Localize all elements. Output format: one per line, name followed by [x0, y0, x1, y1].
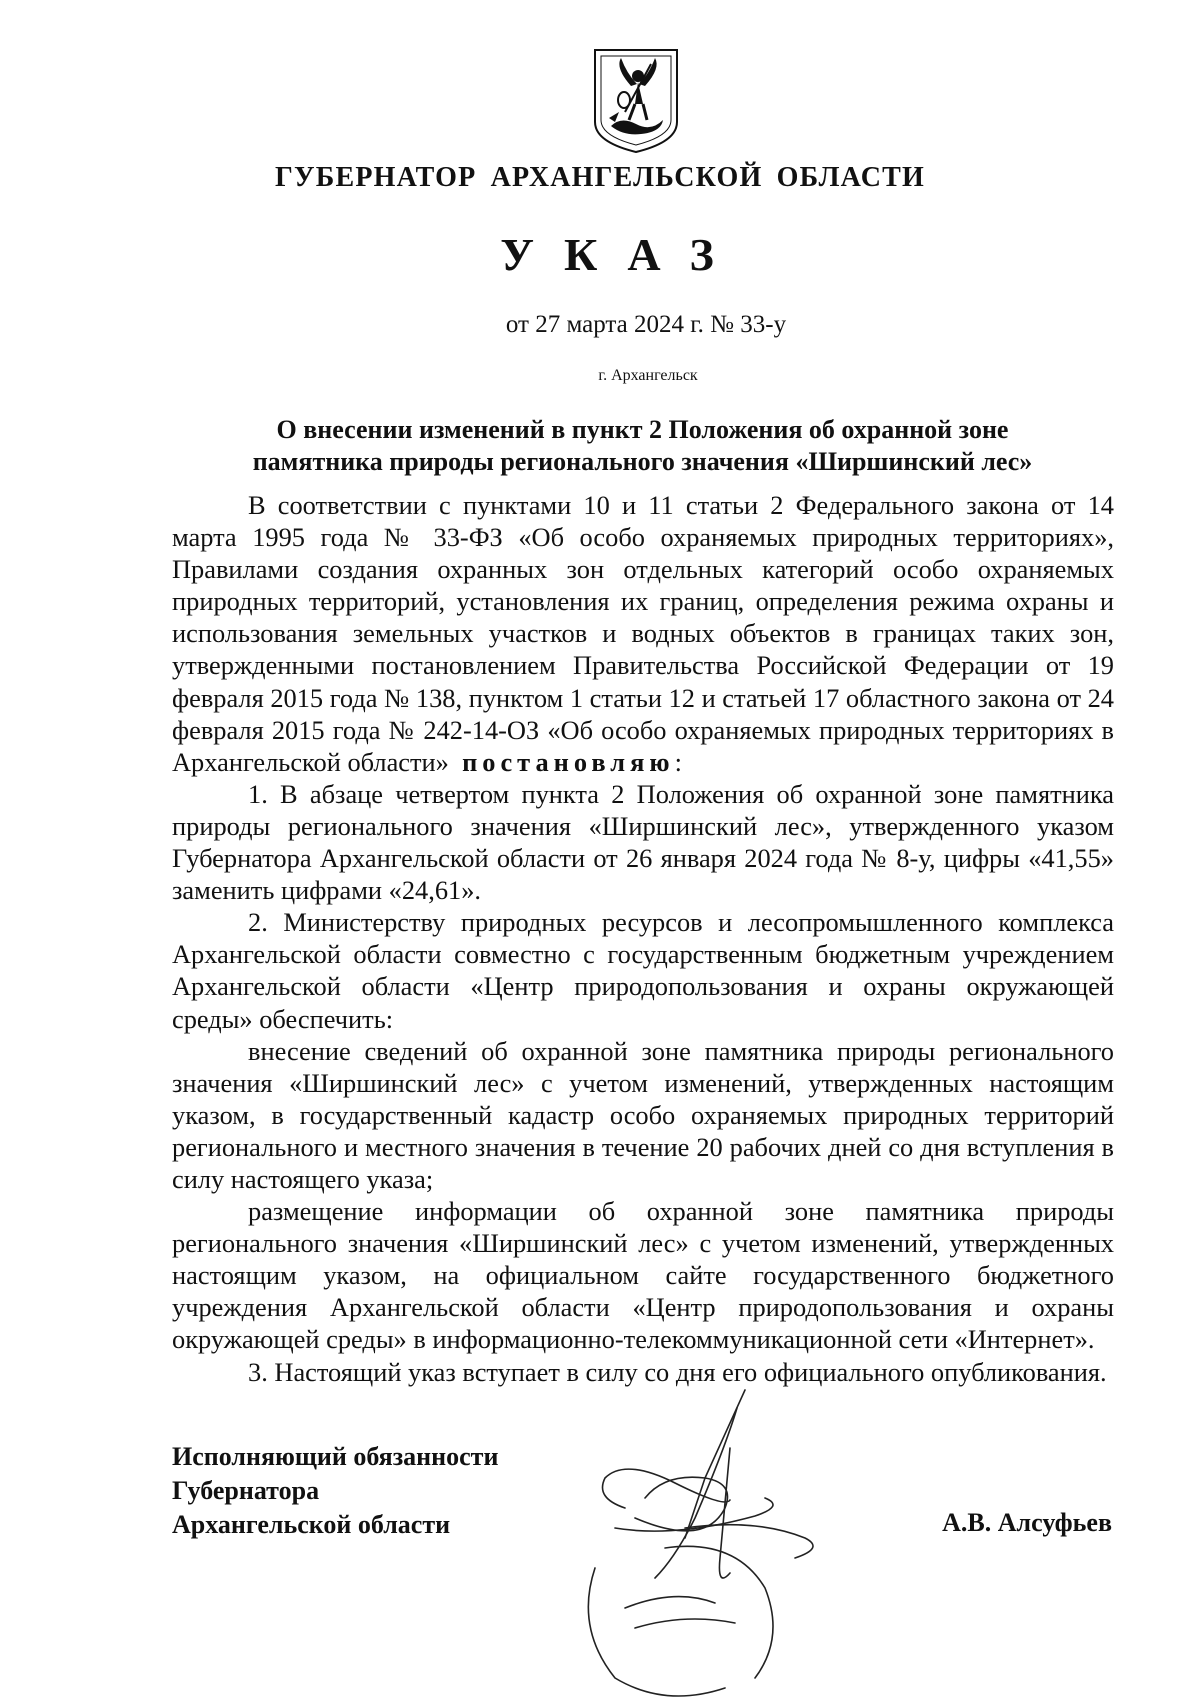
- handwritten-signature-icon: [555, 1388, 855, 1697]
- document-body: [172, 489, 1114, 1388]
- preamble-text: В соответствии с пунктами 10 и 11 статьи 2 Федерального закона от 14 марта 1995 года № 33-ФЗ «Об особо охраняемых природных территориях», Правилами создания охранных зон отдельных категорий особо охраняемых природных территорий, установления их границ, определения режима охраны и использования земельных участков и водных объектов в границах таких зон, утвержденными постановлением Правительства Российской Федерации от 19 февраля 2015 года № 138, пунктом 1 статьи 12 и статьей 17 областного закона от 24 февраля 2015 года № 242-14-ОЗ «Об особо охраняемых природных территориях в Архангельской области»: [172, 490, 1114, 777]
- signer-position-line-3: Архангельской области: [172, 1510, 451, 1539]
- paragraph-2-item-b: размещение информации об охранной зоне памятника природы регионального значения «Ширшинский лес» с учетом изменений, утвержденных настоящим указом, на официальном сайте государственного бюджетного учреждения Архангельской области «Центр природопользования и охраны окружающей среды» в информационно-телекоммуникационной сети «Интернет».: [172, 1196, 1114, 1355]
- decree-colon: :: [674, 746, 682, 777]
- document-date-number: от 27 марта 2024 г. № 33-у: [505, 311, 787, 338]
- coat-of-arms-icon: [591, 46, 681, 156]
- paragraph-2-item-a: внесение сведений об охранной зоне памятника природы регионального значения «Ширшинский лес» с учетом изменений, утвержденных настоящим указом, в государственный кадастр особо охраняемых природных территорий регионального и местного значения в течение 20 рабочих дней со дня вступления в силу настоящего указа;: [172, 1035, 1114, 1194]
- decree-word: постановляю: [462, 746, 675, 777]
- signer-name: А.В. Алсуфьев: [942, 1508, 1112, 1537]
- subject-line-1: О внесении изменений в пункт 2 Положения об охранной зоне: [276, 415, 1009, 444]
- document-subject: [170, 414, 1115, 478]
- paragraph-3: 3. Настоящий указ вступает в силу со дня его официального опубликования.: [248, 1356, 1107, 1387]
- document-place: г. Архангельск: [598, 367, 698, 384]
- signer-position-line-2: Губернатора: [172, 1476, 320, 1505]
- subject-line-2: памятника природы регионального значения «Ширшинский лес»: [252, 447, 1033, 476]
- issuer-title: ГУБЕРНАТОР АРХАНГЕЛЬСКОЙ ОБЛАСТИ: [275, 162, 925, 193]
- preamble-paragraph: [172, 489, 1114, 778]
- signer-position-line-1: Исполняющий обязанности: [172, 1442, 499, 1471]
- document-type: УКАЗ: [500, 229, 744, 280]
- signer-position: [172, 1440, 498, 1542]
- paragraph-1: 1. В абзаце четвертом пункта 2 Положения об охранной зоне памятника природы регионального значения «Ширшинский лес», утвержденного указом Губернатора Архангельской области от 26 января 2024 года № 8-у, цифры «41,55» заменить цифрами «24,61».: [172, 778, 1114, 906]
- paragraph-2: 2. Министерству природных ресурсов и лесопромышленного комплекса Архангельской области совместно с государственным бюджетным учреждением Архангельской области «Центр природопользования и охраны окружающей среды» обеспечить:: [172, 907, 1114, 1034]
